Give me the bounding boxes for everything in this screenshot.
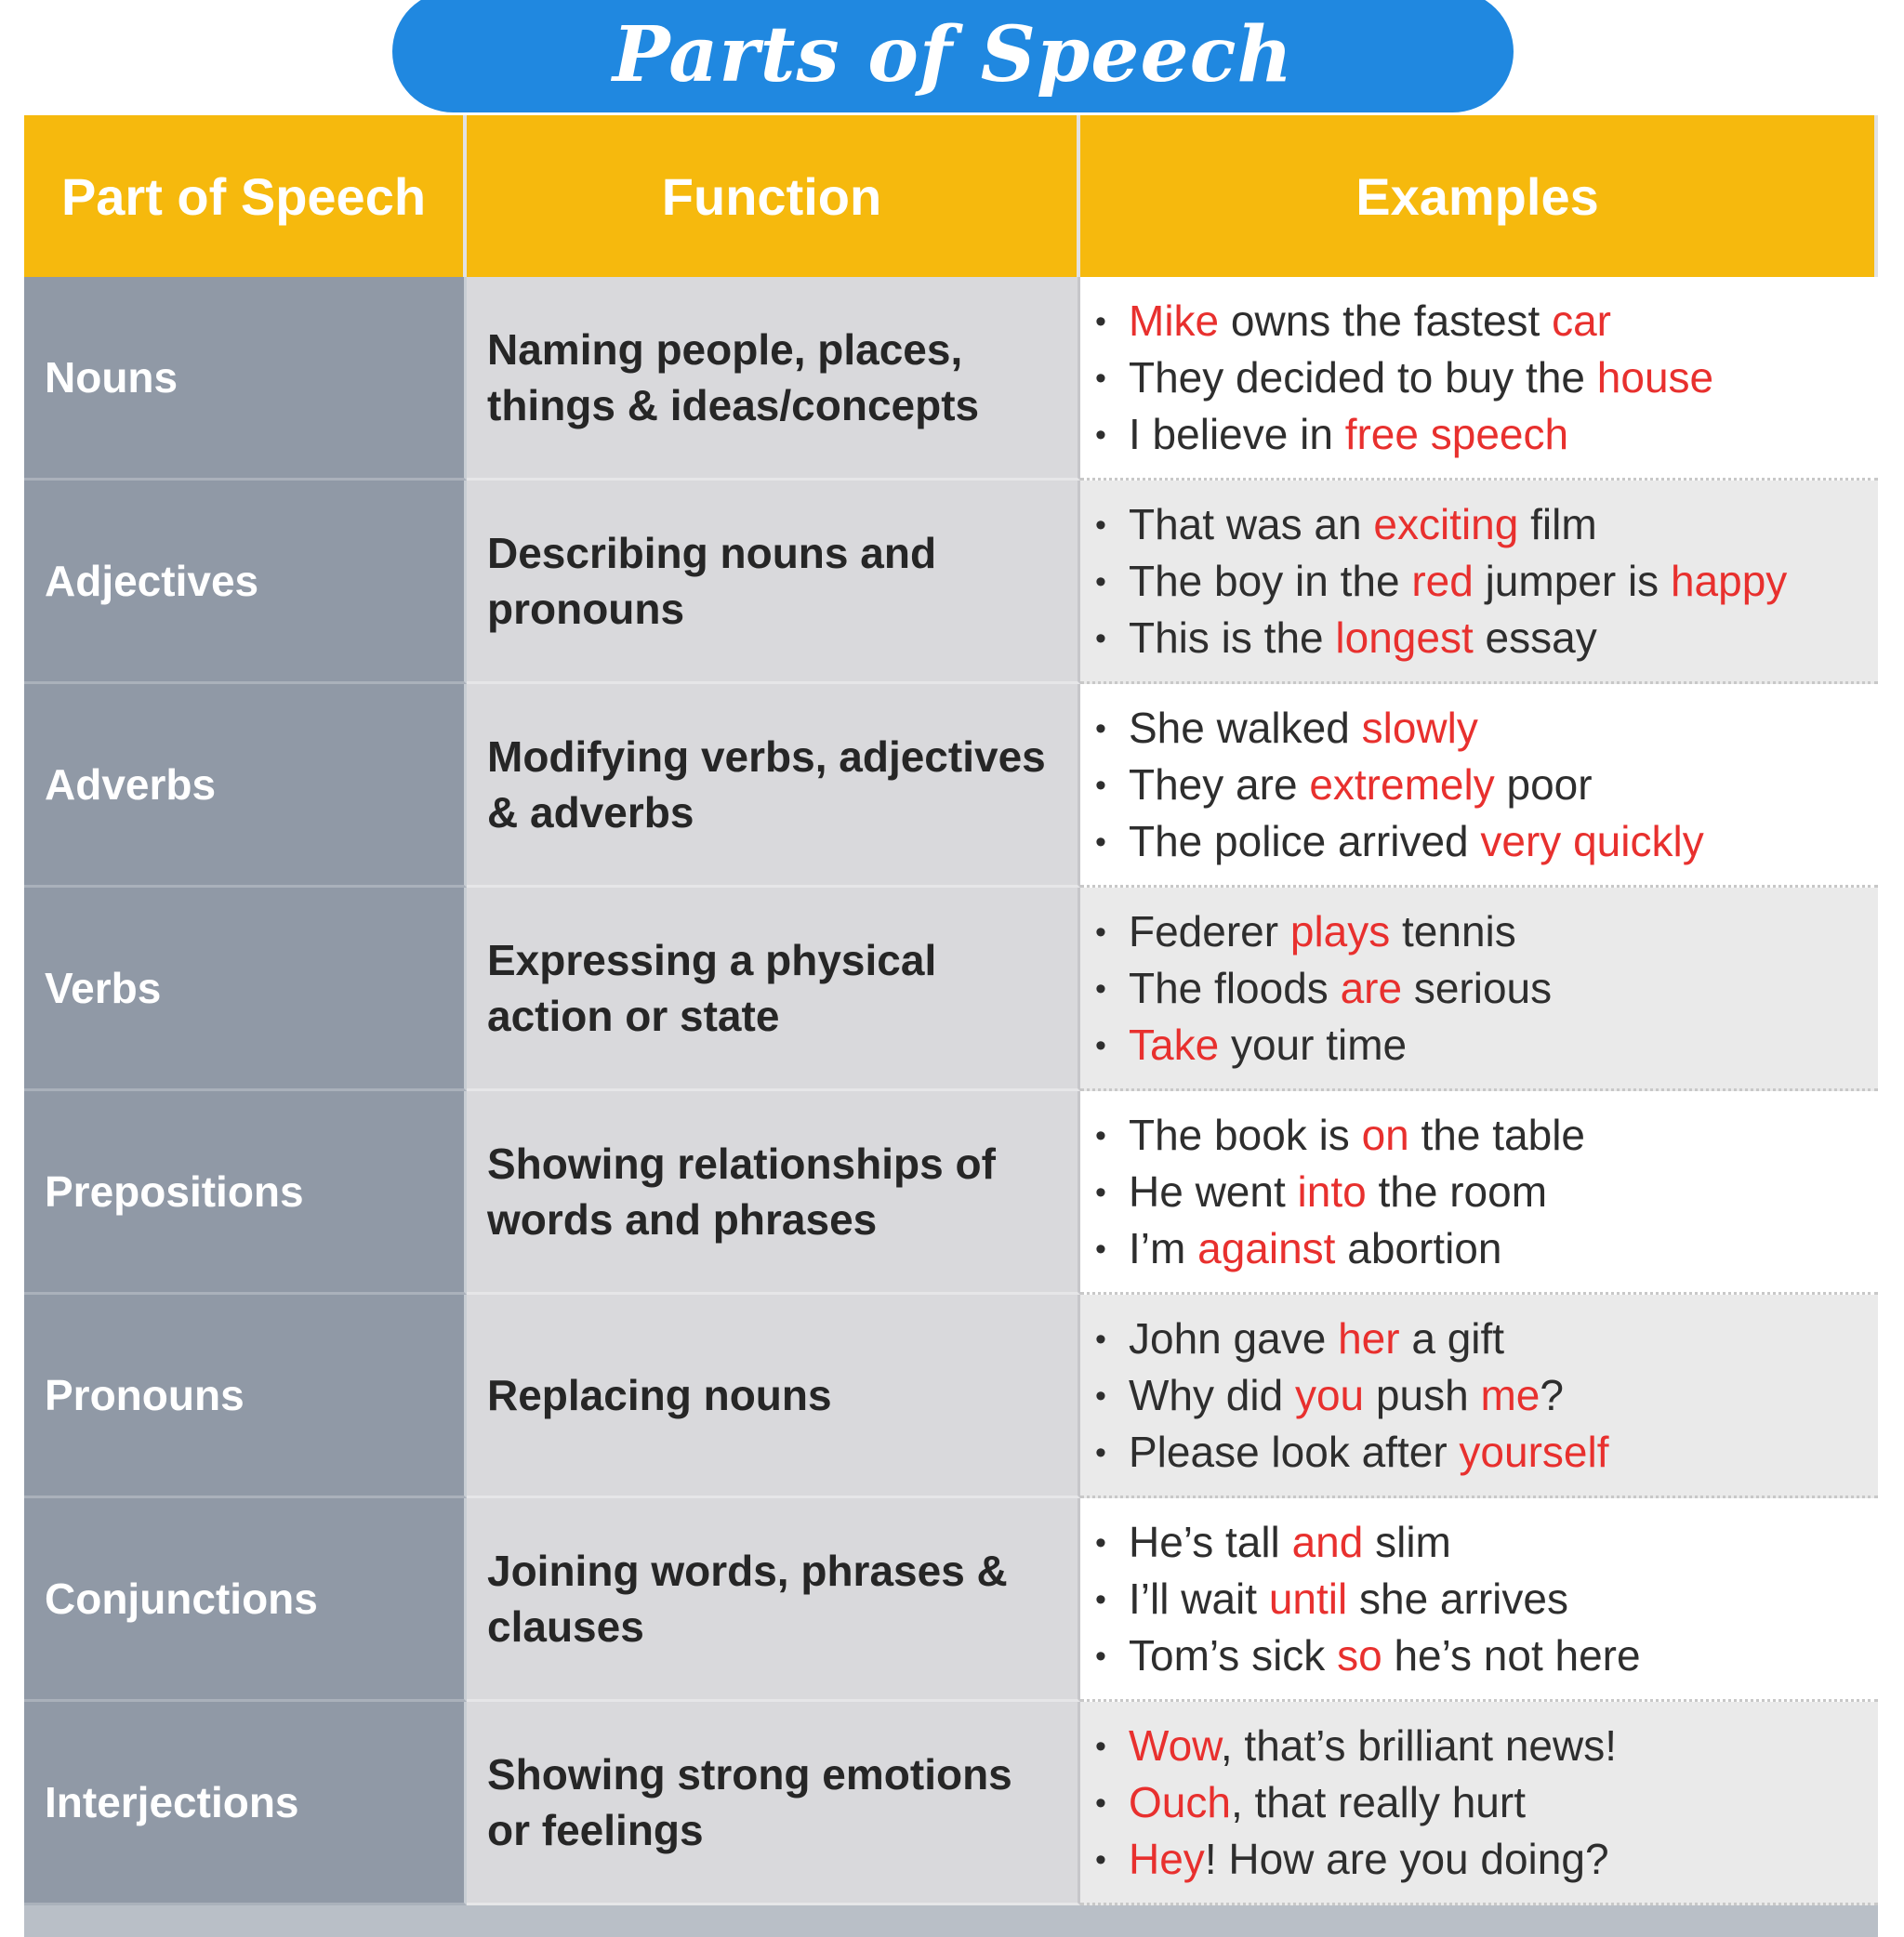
example-text: Why did	[1129, 1370, 1295, 1419]
highlighted-word: you	[1294, 1370, 1365, 1419]
examples-cell	[1080, 1091, 1878, 1295]
part-of-speech-name: Conjunctions	[24, 1498, 467, 1702]
highlighted-word: until	[1268, 1574, 1348, 1623]
example-text: Please look after	[1129, 1427, 1460, 1476]
examples-cell	[1080, 481, 1878, 684]
part-of-speech-name: Nouns	[24, 277, 467, 481]
bullet-icon: •	[1095, 1231, 1106, 1267]
function-description: Naming people, places, things & ideas/concepts	[467, 277, 1080, 481]
bullet-icon: •	[1095, 507, 1106, 543]
example-text: ! How are you doing?	[1204, 1834, 1609, 1883]
example-text: The book is	[1129, 1110, 1362, 1159]
example-text: slim	[1363, 1517, 1451, 1566]
example-text: John gave	[1129, 1313, 1339, 1363]
example-sentence	[1095, 1367, 1609, 1424]
highlighted-word: her	[1338, 1313, 1400, 1363]
bullet-icon: •	[1095, 824, 1106, 860]
example-sentence	[1095, 1718, 1617, 1774]
bullet-icon: •	[1095, 710, 1106, 746]
example-text: The police arrived	[1129, 816, 1481, 865]
example-text: push	[1364, 1370, 1481, 1419]
example-sentence	[1095, 1627, 1641, 1684]
example-sentence	[1095, 700, 1704, 757]
example-text: essay	[1473, 613, 1597, 662]
highlighted-word: on	[1361, 1110, 1409, 1159]
example-text: I’ll wait	[1129, 1574, 1269, 1623]
examples-cell	[1080, 888, 1878, 1091]
function-description: Replacing nouns	[467, 1295, 1080, 1498]
highlighted-word: very quickly	[1480, 816, 1704, 865]
example-text: This is the	[1129, 613, 1336, 662]
example-sentence	[1095, 813, 1704, 870]
highlighted-word: Wow	[1129, 1720, 1221, 1770]
example-text: , that’s brilliant news!	[1220, 1720, 1617, 1770]
highlighted-word: happy	[1670, 556, 1788, 605]
bullet-icon: •	[1095, 1027, 1106, 1063]
example-sentence	[1095, 1831, 1617, 1888]
highlighted-word: me	[1480, 1370, 1540, 1419]
bullet-icon: •	[1095, 303, 1106, 339]
highlighted-word: red	[1411, 556, 1474, 605]
example-sentence	[1095, 1311, 1609, 1367]
examples-list	[1095, 1718, 1617, 1888]
example-sentence	[1095, 757, 1704, 813]
examples-cell	[1080, 277, 1878, 481]
highlighted-word: are	[1340, 963, 1403, 1012]
example-text: I’m	[1129, 1223, 1198, 1272]
examples-list	[1095, 496, 1787, 666]
example-sentence	[1095, 553, 1787, 610]
bullet-icon: •	[1095, 1377, 1106, 1414]
examples-cell	[1080, 1498, 1878, 1702]
part-of-speech-name: Interjections	[24, 1702, 467, 1905]
function-description: Joining words, phrases & clauses	[467, 1498, 1080, 1702]
example-sentence	[1095, 1571, 1641, 1627]
bullet-icon: •	[1095, 1524, 1106, 1561]
bullet-icon: •	[1095, 360, 1106, 396]
example-sentence	[1095, 1514, 1641, 1571]
highlighted-word: car	[1552, 296, 1611, 345]
function-description: Showing strong emotions or feelings	[467, 1702, 1080, 1905]
example-text: Tom’s sick	[1129, 1630, 1338, 1680]
examples-list	[1095, 1107, 1585, 1277]
highlighted-word: so	[1337, 1630, 1382, 1680]
example-sentence	[1095, 610, 1787, 666]
example-text: Federer	[1129, 906, 1290, 955]
function-description: Showing relationships of words and phrases	[467, 1091, 1080, 1295]
bullet-icon: •	[1095, 1728, 1106, 1764]
example-text: He’s tall	[1129, 1517, 1292, 1566]
highlighted-word: exciting	[1373, 499, 1519, 548]
part-of-speech-name: Prepositions	[24, 1091, 467, 1295]
example-text: poor	[1494, 759, 1593, 809]
bullet-icon: •	[1095, 620, 1106, 656]
highlighted-word: yourself	[1459, 1427, 1609, 1476]
bullet-icon: •	[1095, 416, 1106, 453]
bullet-icon: •	[1095, 914, 1106, 950]
example-text: your time	[1219, 1020, 1408, 1069]
example-text: They decided to buy the	[1129, 352, 1597, 402]
example-text: owns the fastest	[1219, 296, 1553, 345]
bullet-icon: •	[1095, 1174, 1106, 1210]
highlighted-word: Hey	[1129, 1834, 1205, 1883]
example-sentence	[1095, 1424, 1609, 1481]
bullet-icon: •	[1095, 1638, 1106, 1674]
highlighted-word: and	[1291, 1517, 1364, 1566]
example-text: jumper is	[1473, 556, 1671, 605]
example-text: That was an	[1129, 499, 1374, 548]
example-sentence	[1095, 1774, 1617, 1831]
bullet-icon: •	[1095, 767, 1106, 803]
bullet-icon: •	[1095, 1117, 1106, 1153]
example-text: The boy in the	[1129, 556, 1412, 605]
example-sentence	[1095, 1164, 1585, 1220]
bullet-icon: •	[1095, 1785, 1106, 1821]
example-text: a gift	[1399, 1313, 1505, 1363]
part-of-speech-name: Pronouns	[24, 1295, 467, 1498]
example-text: film	[1518, 499, 1597, 548]
examples-list	[1095, 700, 1704, 870]
highlighted-word: into	[1297, 1166, 1367, 1216]
parts-of-speech-table	[24, 115, 1878, 1937]
example-text: They are	[1129, 759, 1310, 809]
example-sentence	[1095, 1107, 1585, 1164]
example-text: abortion	[1335, 1223, 1502, 1272]
example-sentence	[1095, 960, 1552, 1017]
function-description: Modifying verbs, adjectives & adverbs	[467, 684, 1080, 888]
examples-cell	[1080, 684, 1878, 888]
highlighted-word: free speech	[1344, 409, 1569, 458]
example-sentence	[1095, 496, 1787, 553]
examples-cell	[1080, 1295, 1878, 1498]
highlighted-word: slowly	[1361, 703, 1478, 752]
highlighted-word: longest	[1335, 613, 1474, 662]
examples-list	[1095, 1311, 1609, 1481]
header-examples: Examples	[1080, 115, 1878, 277]
header-function: Function	[467, 115, 1080, 277]
title-banner	[392, 0, 1514, 112]
part-of-speech-name: Adjectives	[24, 481, 467, 684]
examples-list	[1095, 903, 1552, 1074]
examples-list	[1095, 293, 1713, 463]
example-text: I believe in	[1129, 409, 1345, 458]
example-sentence	[1095, 349, 1713, 406]
part-of-speech-name: Adverbs	[24, 684, 467, 888]
function-description: Expressing a physical action or state	[467, 888, 1080, 1091]
example-text: serious	[1402, 963, 1553, 1012]
example-sentence	[1095, 406, 1713, 463]
part-of-speech-name: Verbs	[24, 888, 467, 1091]
bullet-icon: •	[1095, 1434, 1106, 1470]
highlighted-word: house	[1596, 352, 1714, 402]
example-sentence	[1095, 903, 1552, 960]
bullet-icon: •	[1095, 1841, 1106, 1878]
example-text: ?	[1540, 1370, 1564, 1419]
highlighted-word: Take	[1129, 1020, 1220, 1069]
highlighted-word: extremely	[1309, 759, 1495, 809]
function-description: Describing nouns and pronouns	[467, 481, 1080, 684]
example-text: the table	[1408, 1110, 1586, 1159]
example-text: she arrives	[1347, 1574, 1568, 1623]
example-text: The floods	[1129, 963, 1341, 1012]
example-text: tennis	[1390, 906, 1516, 955]
bullet-icon: •	[1095, 970, 1106, 1007]
bullet-icon: •	[1095, 563, 1106, 600]
example-sentence	[1095, 1017, 1552, 1074]
example-text: , that really hurt	[1230, 1777, 1526, 1826]
example-sentence	[1095, 1220, 1585, 1277]
highlighted-word: against	[1197, 1223, 1336, 1272]
examples-cell	[1080, 1702, 1878, 1905]
highlighted-word: plays	[1289, 906, 1391, 955]
bullet-icon: •	[1095, 1581, 1106, 1617]
highlighted-word: Ouch	[1129, 1777, 1231, 1826]
header-part-of-speech: Part of Speech	[24, 115, 467, 277]
examples-list	[1095, 1514, 1641, 1684]
example-text: he’s not here	[1382, 1630, 1641, 1680]
example-text: He went	[1129, 1166, 1298, 1216]
example-text: the room	[1366, 1166, 1548, 1216]
example-text: She walked	[1129, 703, 1362, 752]
bullet-icon: •	[1095, 1321, 1106, 1357]
page-title: Parts of Speech	[612, 9, 1294, 99]
highlighted-word: Mike	[1129, 296, 1220, 345]
example-sentence	[1095, 293, 1713, 349]
